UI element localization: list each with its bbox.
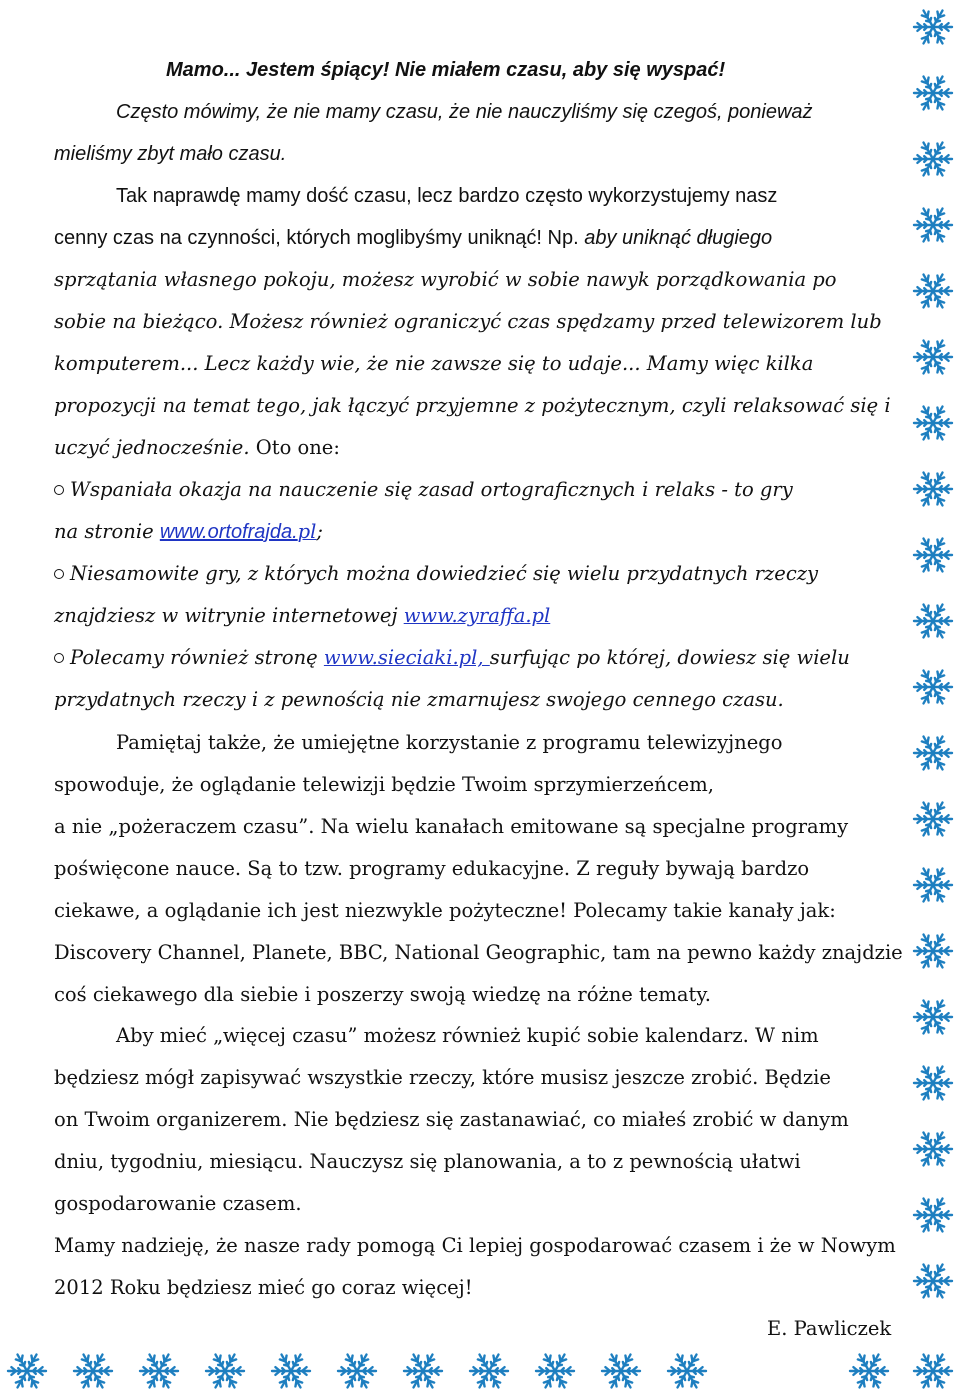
list-item-text: Polecamy również stronę [70,646,324,669]
snowflake-icon [912,864,954,906]
snowflake-icon [912,270,954,312]
text-line: spowoduje, że oglądanie telewizji będzie Twoim sprzymierzeńcem, [54,773,714,796]
snowflake-icon [912,798,954,840]
snowflake-icon [912,600,954,642]
snowflake-icon [402,1350,444,1392]
text-line: sprzątania własnego pokoju, możesz wyrobić w sobie nawyk porządkowania po [54,268,837,291]
snowflake-icon [848,1350,890,1392]
snowflake-icon [600,1350,642,1392]
text-span: aby uniknąć długiego [584,227,773,249]
list-item [54,478,793,502]
snowflake-icon [912,468,954,510]
page-title: Mamo... Jestem śpiący! Nie miałem czasu, aby się wyspać! [166,59,726,81]
text-line: Aby mieć „więcej czasu” możesz również kupić sobie kalendarz. W nim [116,1024,819,1047]
snowflake-icon [912,1128,954,1170]
text-line: gospodarowanie czasem. [54,1192,302,1215]
snowflake-icon [912,1062,954,1104]
snowflake-icon [666,1350,708,1392]
snowflake-icon [270,1350,312,1392]
snowflake-icon [204,1350,246,1392]
snowflake-icon [912,1350,954,1392]
text-span: Oto one: [255,436,340,459]
snowflake-icon [336,1350,378,1392]
snowflake-icon [912,72,954,114]
snowflake-icon [912,402,954,444]
text-line: Pamiętaj także, że umiejętne korzystanie z programu telewizyjnego [116,731,783,754]
text-span: uczyć jednocześnie. [54,436,250,459]
bullet-icon [54,485,64,495]
snowflake-icon [912,6,954,48]
snowflake-icon [72,1350,114,1392]
snowflake-icon [534,1350,576,1392]
list-item-text: Wspaniała okazja na nauczenie się zasad ortograficznych i relaks - to gry [70,478,793,501]
text-span: surfując po której, dowiesz się wielu [489,646,850,669]
text-line: komputerem... Lecz każdy wie, że nie zawsze się to udaje... Mamy więc kilka [54,352,814,375]
snowflake-icon [6,1350,48,1392]
ortofrajda-link-tld[interactable]: pl [297,520,317,543]
snowflake-icon [912,1260,954,1302]
snowflake-icon [138,1350,180,1392]
text-line: mieliśmy zbyt mało czasu. [54,143,287,165]
snowflake-icon [912,336,954,378]
bullet-icon [54,653,64,663]
list-item [54,646,850,670]
text-span: sobie na bieżąco. [54,310,224,333]
list-item [54,562,818,586]
zyraffa-link[interactable]: www.zyraffa.pl [403,604,551,627]
text-line: propozycji na temat tego, jak łączyć przyjemne z pożytecznym, czyli relaksować się i [54,394,891,417]
text-span: Możesz również ograniczyć czas spędzamy przed telewizorem lub [229,310,882,333]
snowflake-icon [912,996,954,1038]
text-line: będziesz mógł zapisywać wszystkie rzeczy, które musisz jeszcze zrobić. Będzie [54,1066,831,1089]
snowflake-icon [912,138,954,180]
snowflake-icon [912,732,954,774]
text-line: on Twoim organizerem. Nie będziesz się zastanawiać, co miałeś zrobić w danym [54,1108,849,1131]
text-line: Tak naprawdę mamy dość czasu, lecz bardzo często wykorzystujemy nasz [116,185,778,207]
text-line: Często mówimy, że nie mamy czasu, że nie nauczyliśmy się czegoś, ponieważ [116,101,813,123]
list-item-continuation: przydatnych rzeczy i z pewnością nie zmarnujesz swojego cennego czasu. [54,688,784,711]
snowflake-icon [912,666,954,708]
text-line [54,436,340,460]
text-span: ; [316,520,323,543]
list-item-continuation [54,604,550,628]
sieciaki-link[interactable]: www.sieciaki.pl, [323,646,490,669]
snowflake-icon [912,930,954,972]
text-line [54,310,882,334]
text-line: ciekawe, a oglądanie ich jest niezwykle pożyteczne! Polecamy takie kanały jak: [54,899,836,922]
text-span: cenny czas na czynności, których moglibyśmy uniknąć! Np. [54,227,579,249]
snowflake-icon [468,1350,510,1392]
snowflake-icon [912,1194,954,1236]
text-line: Mamy nadzieję, że nasze rady pomogą Ci lepiej gospodarować czasem i że w Nowym [54,1234,896,1257]
snowflake-icon [912,534,954,576]
text-span: znajdziesz w witrynie internetowej [54,604,404,627]
text-line [54,226,772,250]
bullet-icon [54,569,64,579]
text-line: dniu, tygodniu, miesiącu. Nauczysz się planowania, a to z pewnością ułatwi [54,1150,801,1173]
text-line: a nie „pożeraczem czasu”. Na wielu kanałach emitowane są specjalne programy [54,815,849,838]
text-line: coś ciekawego dla siebie i poszerzy swoją wiedzę na różne tematy. [54,983,711,1006]
signature: E. Pawliczek [767,1317,892,1340]
text-span: na stronie [54,520,160,543]
ortofrajda-link[interactable]: www.ortofrajda. [159,521,298,543]
text-line: 2012 Roku będziesz mieć go coraz więcej! [54,1276,473,1299]
list-item-continuation [54,520,323,544]
list-item-text: Niesamowite gry, z których można dowiedzieć się wielu przydatnych rzeczy [70,562,819,585]
snowflake-icon [912,204,954,246]
text-line: Discovery Channel, Planete, BBC, National Geographic, tam na pewno każdy znajdzie [54,941,903,964]
text-line: poświęcone nauce. Są to tzw. programy edukacyjne. Z reguły bywają bardzo [54,857,810,880]
